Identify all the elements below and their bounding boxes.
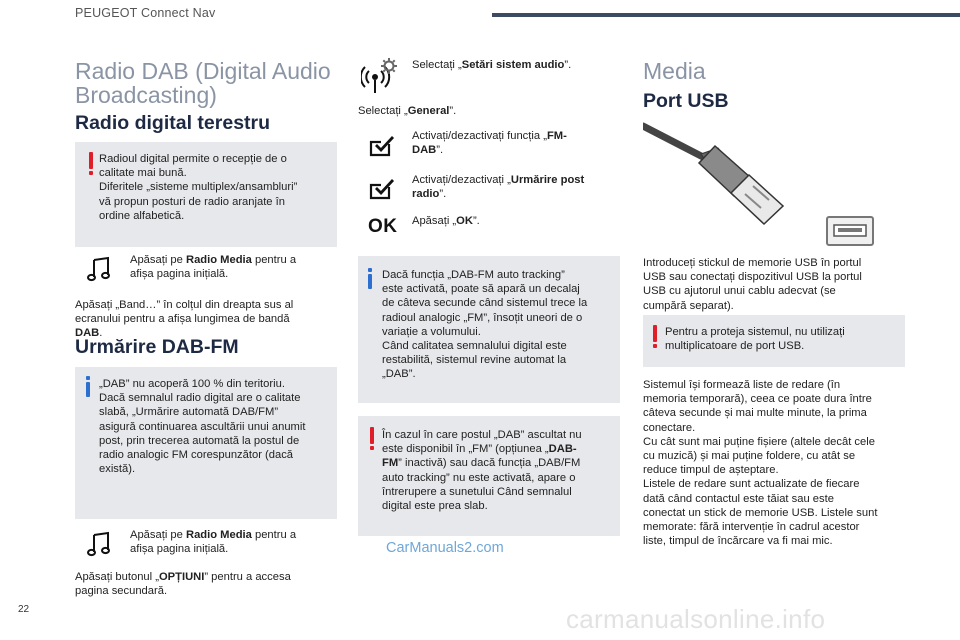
step-general: Selectați „General”. (358, 105, 457, 117)
warning-text-2: În cazul în care postul „DAB” ascultat nu este disponibil în „FM” (opțiunea „DAB- FM” inactivă) sau dacă funcția „DAB/FM auto tracking” nu este activată, apare o întrerupere a sunetului Când semnalul digital este prea slab. (382, 429, 582, 513)
info-text-2: Dacă funcția „DAB-FM auto tracking” este activată, poate să apară un decalaj de câteva secunde când sistemul trece la radioul analogic „FM”, însoțit uneori de o variație a volumului. Când calitatea semnalului digital este restabilită, sistemul revine automat la „DAB”. (382, 269, 588, 381)
warning-text-3: Pentru a proteja sistemul, nu utilizați multiplicatoare de port USB. (665, 326, 845, 353)
system-playlist-text: Sistemul își formează liste de redare (în memoria temporară), ceea ce poate dura între câteva secunde și mai multe minute, la prima conectare. Cu cât sunt mai puține fișiere (altele decât cele cu muzică) și mai puține foldere, cu atât se reduce timpul de așteptare. Listele de redare sunt actualizate de fiecare dată când contactul este tăiat sau este conectat un stick de memorie USB. Listele sunt memorate: fără intervenție în cadrul acestor liste, timpul de încărcare va fi mai mic. (643, 379, 878, 548)
checkbox-icon (369, 134, 395, 163)
ok-icon: OK (368, 216, 398, 237)
step-fm-dab: Activați/dezactivați funcția „FM- DAB”. (412, 130, 567, 157)
music-note-icon (86, 256, 112, 287)
band-instruction: Apăsați „Band…” în colțul din dreapta sus al ecranului pentru a afișa lungimea de bandă DAB. (75, 299, 294, 340)
step-station-tracking: Activați/dezactivați „Urmărire post radio”. (412, 174, 585, 201)
usb-port-icon (826, 216, 874, 251)
step-audio-settings: Selectați „Setări sistem audio”. (412, 59, 572, 71)
watermark-top: CarManuals2.com (386, 540, 504, 556)
section-title-line1: Radio DAB (Digital Audio (75, 58, 331, 84)
warning-icon (653, 325, 657, 348)
section-title-media: Media (643, 58, 706, 84)
header-title: PEUGEOT Connect Nav (75, 6, 216, 20)
options-instruction: Apăsați butonul „OPȚIUNI” pentru a accesa pagina secundară. (75, 571, 291, 598)
info-icon (368, 268, 372, 289)
settings-radio-icon (361, 56, 405, 101)
step-radio-media-2: Apăsați pe Radio Media pentru a afișa pagina inițială. (130, 529, 297, 556)
usb-instructions: Introduceți stickul de memorie USB în portul USB sau conectați dispozitivul USB la portul USB cu ajutorul unui cablu adecvat (se cumpără separat). (643, 257, 862, 312)
step-ok: Apăsați „OK”. (412, 215, 480, 227)
section-title-line2: Broadcasting) (75, 82, 217, 108)
info-icon (86, 376, 90, 397)
watermark-bottom: carmanualsonline.info (566, 604, 826, 634)
warning-icon (89, 152, 93, 175)
warning-text-1: Radioul digital permite o recepție de o calitate mai bună. Diferitele „sisteme multiplex/ansambluri” vă propun posturi de radio aranjate în ordine alfabetică. (99, 153, 298, 222)
page-number: 22 (18, 604, 30, 615)
music-note-icon (86, 531, 112, 562)
checkbox-icon (369, 177, 395, 206)
heading-radio-digital: Radio digital terestru (75, 112, 271, 134)
info-text-1: „DAB” nu acoperă 100 % din teritoriu. Dacă semnalul radio digital are o calitate slabă, „Urmărire automată DAB/FM” asigură continuarea ascultării unui anumit post, prin trecerea automată la postul de radio analogic FM corespunzător (dacă există). (99, 378, 306, 476)
warning-icon (370, 427, 374, 450)
heading-dab-fm: Urmărire DAB-FM (75, 336, 239, 358)
heading-usb-port: Port USB (643, 90, 729, 112)
section-title-dab (75, 59, 331, 107)
step-radio-media-1: Apăsați pe Radio Media pentru a afișa pagina inițială. (130, 254, 297, 281)
header-bar (492, 13, 960, 17)
